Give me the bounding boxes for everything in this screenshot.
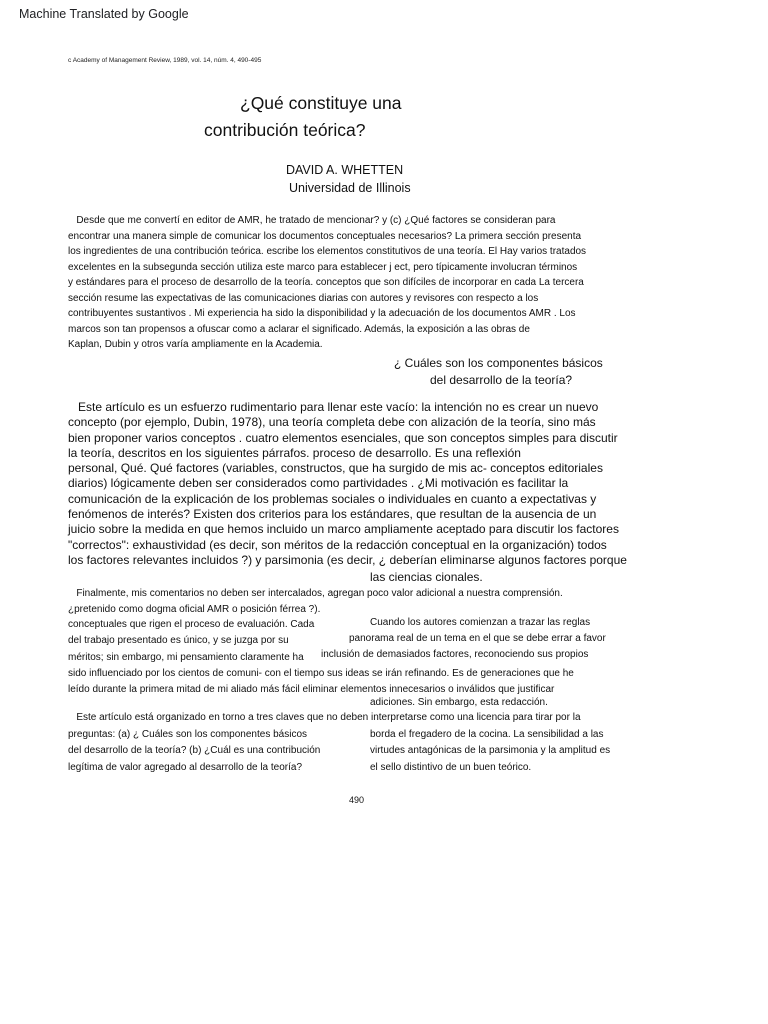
text-line: Desde que me convertí en editor de AMR, he tratado de mencionar? y (c) ¿Qué factores se consideran para	[68, 215, 556, 226]
text-line: sección resume las expectativas de las comunicaciones diarias con autores y revisores con respecto a los	[68, 292, 539, 304]
text-line: bien proponer varios conceptos . cuatro elementos esenciales, que son conceptos simples para discutir	[68, 430, 618, 445]
text-line: borda el fregadero de la cocina. La sensibilidad a las	[370, 729, 604, 740]
text-line: encontrar una manera simple de comunicar los documentos conceptuales necesarios? La primera sección presenta	[68, 230, 582, 242]
text-line: y estándares para el proceso de desarrollo de la teoría. conceptos que son difíciles de incorporar en cada La tercera	[68, 277, 584, 288]
text-line: preguntas: (a) ¿ Cuáles son los componentes básicos	[68, 729, 308, 740]
finalmente-paragraph	[68, 586, 563, 617]
text-line: del desarrollo de la teoría? (b) ¿Cuál es una contribución	[68, 745, 321, 757]
text-line: diarios) lógicamente deben ser considerados como partividades . ¿Mi motivación es facilitar la	[68, 476, 569, 491]
text-line: los factores relevantes incluidos ?) y parsimonia (es decir, ¿ deberían eliminarse algunos factores porque	[68, 552, 627, 567]
section-heading-line-2: del desarrollo de la teoría?	[430, 373, 573, 387]
author-name: DAVID A. WHETTEN	[286, 163, 404, 177]
text-line: juicio sobre la medida en que hemos incluido un marco ampliamente aceptado para discutir los factores	[68, 522, 619, 537]
text-line: las ciencias cionales.	[370, 570, 483, 584]
text-line: conceptuales que rigen el proceso de evaluación. Cada	[68, 619, 315, 630]
author-affiliation: Universidad de Illinois	[289, 181, 411, 195]
text-line: Este artículo está organizado en torno a tres claves que no deben interpretarse como una licencia para tirar por la	[68, 712, 581, 723]
text-line: adiciones. Sin embargo, esta redacción.	[370, 697, 548, 708]
text-line: inclusión de demasiados factores, reconociendo sus propios	[321, 649, 589, 660]
main-paragraph	[68, 400, 627, 568]
text-line: fenómenos de interés? Existen dos criterios para los estándares, que resultan de la ausencia de un	[68, 507, 597, 522]
bottom-right-column	[370, 727, 610, 776]
text-line: Finalmente, mis comentarios no deben ser intercalados, agregan poco valor adicional a nuestra comprensión.	[68, 588, 563, 599]
text-line: marcos son tan propensos a ofuscar como a aclarar el significado. Además, la exposición a las obras de	[68, 323, 530, 335]
article-title-line-1: ¿Qué constituye una	[240, 93, 402, 113]
text-line: "correctos": exhaustividad (es decir, son méritos de la redacción conceptual en la organización) todos	[68, 537, 607, 552]
text-line: los ingredientes de una contribución teórica. escribe los elementos constitutivos de una teoría. El Hay varios tratados	[68, 246, 587, 257]
page-number: 490	[349, 795, 365, 805]
intro-paragraph	[68, 213, 586, 353]
text-line: Cuando los autores comienzan a trazar las reglas	[370, 617, 591, 628]
text-line: concepto (por ejemplo, Dubin, 1978), una teoría completa debe con alización de la teoría, sino más	[68, 415, 596, 430]
text-line: del trabajo presentado es único, y se juzga por su	[68, 635, 289, 647]
article-title-line-2: contribución teórica?	[204, 120, 366, 140]
text-line: excelentes en la subsegunda sección utiliza este marco para establecer j ect, pero típicamente involucran términos	[68, 261, 578, 273]
text-line: comunicación de la explicación de los problemas sociales o individuales en cuanto a expectativas y	[68, 491, 597, 506]
bottom-left-column	[68, 727, 320, 776]
section-heading-line-1: ¿ Cuáles son los componentes básicos	[394, 356, 603, 370]
text-line: méritos; sin embargo, mi pensamiento claramente ha	[68, 651, 304, 663]
text-line: legítima de valor agregado al desarrollo de la teoría?	[68, 761, 303, 773]
journal-citation: c Academy of Management Review, 1989, vol. 14, núm. 4, 490-495	[68, 57, 262, 64]
text-line: ¿pretenido como dogma oficial AMR o posición férrea ?).	[68, 603, 321, 615]
text-line: Este artículo es un esfuerzo rudimentario para llenar este vacío: la intención no es crear un nuevo	[68, 400, 599, 414]
translation-banner: Machine Translated by Google	[19, 7, 189, 21]
text-line: panorama real de un tema en el que se debe errar a favor	[349, 633, 606, 644]
text-line: personal, Qué. Qué factores (variables, constructos, que ha surgido de mis ac- conceptos editoriales	[68, 461, 603, 476]
text-line: virtudes antagónicas de la parsimonia y la amplitud es	[370, 745, 611, 757]
text-line: el sello distintivo de un buen teórico.	[370, 761, 532, 773]
text-line: sido influenciado por los cientos de comuni- con el tiempo sus ideas se irán refinando. Es de generaciones que he	[68, 667, 574, 679]
text-line: Kaplan, Dubin y otros varía ampliamente en la Academia.	[68, 339, 323, 350]
text-line: contribuyentes sustantivos . Mi experiencia ha sido la disponibilidad y la adecuación de los documentos AMR . Los	[68, 308, 576, 319]
text-line: la teoría, descritos en los siguientes párrafos. proceso de desarrollo. Es una reflexión	[68, 445, 521, 460]
text-line: leído durante la primera mitad de mi aliado más fácil eliminar elementos innecesarios o inválidos que justificar	[68, 684, 555, 696]
